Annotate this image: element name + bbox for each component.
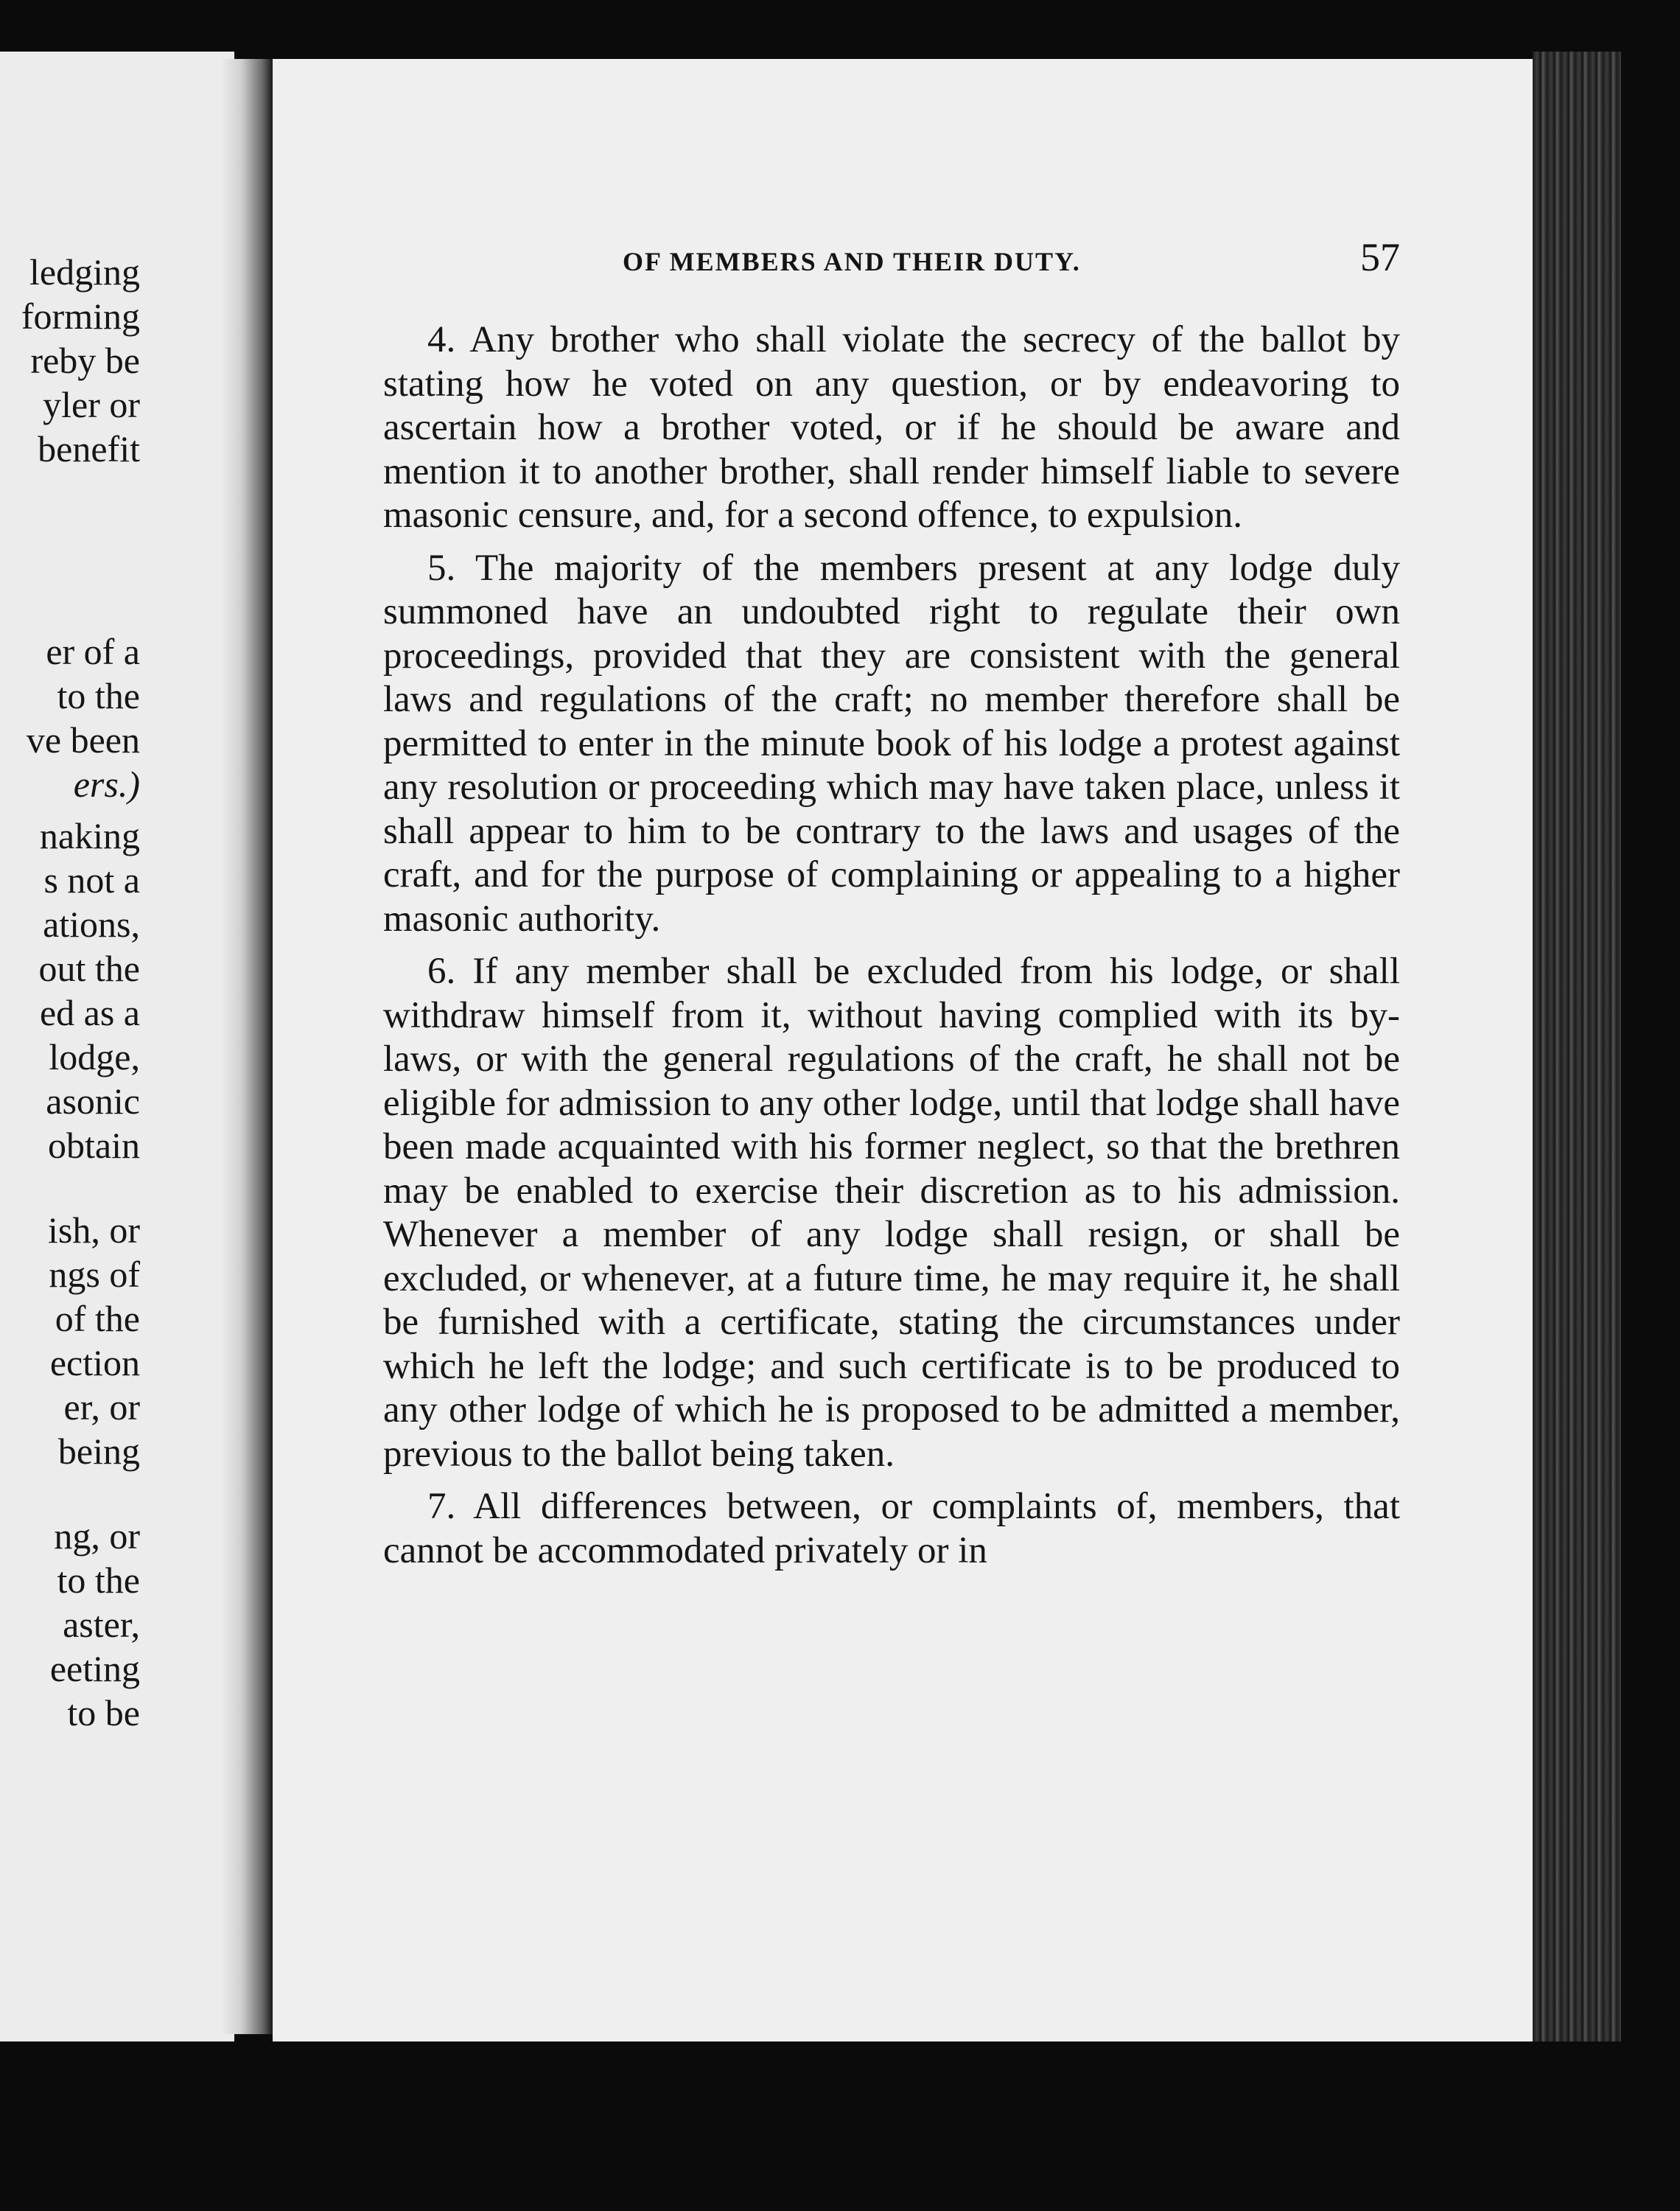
running-head-title: OF MEMBERS AND THEIR DUTY. bbox=[623, 247, 1081, 276]
gutter-shadow bbox=[221, 59, 273, 2034]
left-page-line: obtain bbox=[48, 1125, 140, 1166]
left-page-line: er, or bbox=[63, 1386, 140, 1428]
page-number: 57 bbox=[1360, 235, 1400, 279]
previous-page-fragment bbox=[0, 52, 234, 2041]
left-page-line: ng, or bbox=[54, 1515, 140, 1557]
body-text bbox=[383, 318, 1400, 1582]
scan-background bbox=[0, 2041, 1680, 2211]
left-page-line: ledging bbox=[29, 251, 140, 293]
left-page-line: lodge, bbox=[49, 1036, 140, 1077]
left-page-line: naking bbox=[39, 815, 140, 856]
left-page-line: ve been bbox=[26, 719, 140, 761]
left-page-line: s not a bbox=[43, 859, 140, 901]
left-page-line: benefit bbox=[38, 428, 140, 469]
left-page-line: ations, bbox=[43, 904, 140, 945]
left-page-line: ish, or bbox=[48, 1209, 140, 1251]
page-edges bbox=[1533, 52, 1621, 2056]
paragraph-7: 7. All differences between, or complaints of, members, that cannot be accommodated privately or in bbox=[383, 1486, 1400, 1571]
left-page-line: of the bbox=[55, 1298, 140, 1339]
left-page-line: ection bbox=[49, 1342, 140, 1383]
left-page-line: to the bbox=[57, 1559, 140, 1601]
left-page-line: ers.) bbox=[73, 764, 140, 805]
left-page-line: er of a bbox=[46, 631, 140, 672]
left-page-line: forming bbox=[21, 296, 140, 337]
paragraph-6: 6. If any member shall be excluded from his lodge, or shall withdraw himself from it, without having complied with its by-laws, or with the general regulations of the craft, he shall not be eligible for admission to any other lodge, until that lodge shall have been made acquainted with his former neglect, so that the brethren may be enabled to exercise their discretion as to his admission. Whenever a member of any lodge shall resign, or shall be excluded, or whenever, at a future time, he may require it, he shall be furnished with a certificate, stating the circumstances under which he left the lodge; and such certificate is to be produced to any other lodge of which he is proposed to be admitted a member, previous to the ballot being taken. bbox=[383, 951, 1400, 1475]
left-page-line: yler or bbox=[43, 384, 140, 425]
paragraph-5: 5. The majority of the members present at any lodge duly summoned have an undoubted right to regulate their own proceedings, provided that they are consistent with the general laws and regulations of the craft; no member therefore shall be permitted to enter in the minute book of his lodge a protest against any resolution or proceeding which may have taken place, unless it shall appear to him to be contrary to the laws and usages of the craft, and for the purpose of complaining or appealing to a higher masonic authority. bbox=[383, 547, 1400, 940]
left-page-line: eeting bbox=[49, 1648, 140, 1689]
left-page-line: aster, bbox=[63, 1604, 140, 1645]
left-page-line: ngs of bbox=[49, 1254, 140, 1295]
left-page-line: to be bbox=[67, 1692, 140, 1733]
left-page-line: out the bbox=[38, 948, 140, 989]
running-head bbox=[354, 234, 1400, 280]
paragraph-4: 4. Any brother who shall violate the secrecy of the ballot by stating how he voted on any question, or by endeavoring to ascertain how a brother voted, or if he should be aware and mention it to another brother, shall render himself liable to severe masonic censure, and, for a second offence, to expulsion. bbox=[383, 319, 1400, 536]
left-page-line: reby be bbox=[30, 340, 140, 381]
left-page-line: ed as a bbox=[39, 992, 140, 1033]
left-page-line: to the bbox=[57, 675, 140, 716]
left-page-line: asonic bbox=[46, 1080, 140, 1122]
left-page-line: being bbox=[57, 1431, 140, 1472]
